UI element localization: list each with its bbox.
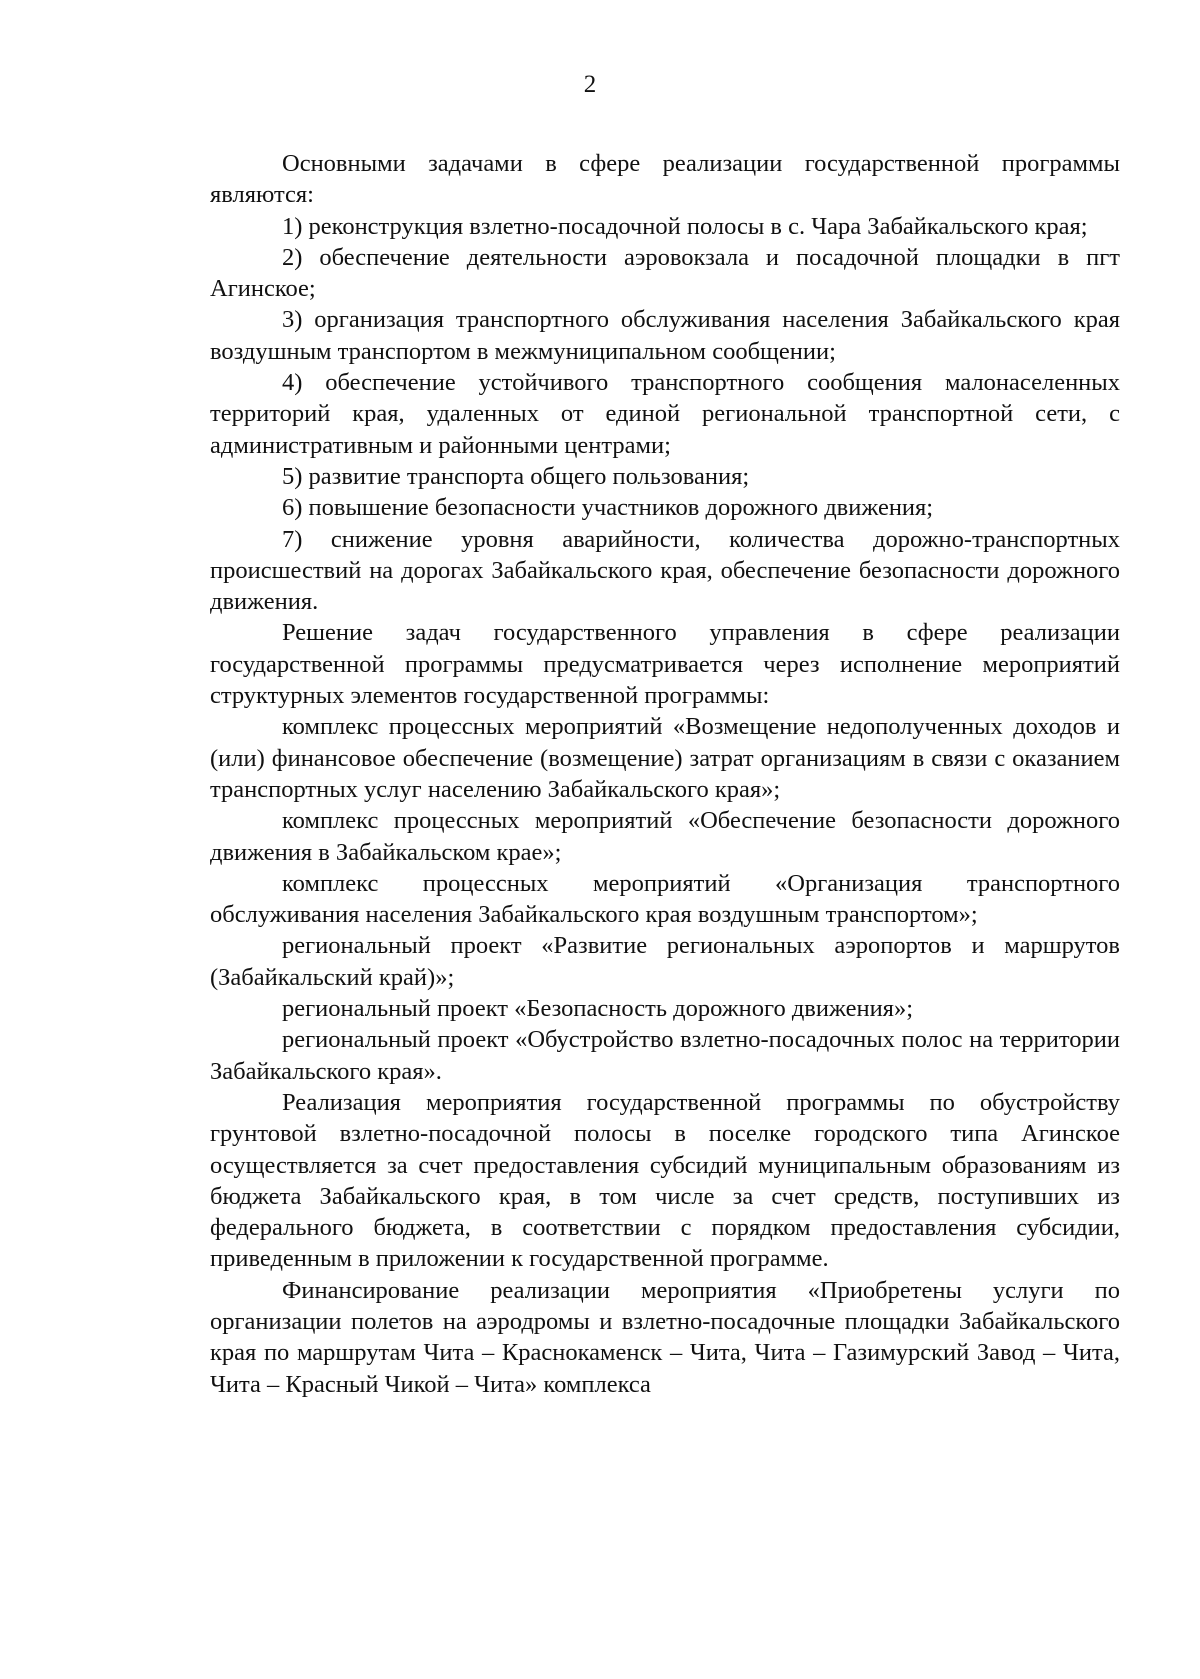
structural-element-6: региональный проект «Обустройство взлетно-посадочных полос на территории Забайкальского края». [210, 1026, 1120, 1085]
task-item-3: 3) организация транспортного обслуживания населения Забайкальского края воздушным транспортом в межмуниципальном сообщении; [210, 306, 1120, 365]
task-item-7: 7) снижение уровня аварийности, количества дорожно-транспортных происшествий на дорогах Забайкальского края, обеспечение безопасности дорожного движения. [210, 525, 1120, 616]
paragraph-intro: Основными задачами в сфере реализации государственной программы являются: [210, 150, 1120, 209]
structural-element-5: региональный проект «Безопасность дорожного движения»; [282, 995, 914, 1023]
document-body [210, 148, 1120, 1400]
structural-element-1: комплекс процессных мероприятий «Возмещение недополученных доходов и (или) финансовое обеспечение (возмещение) затрат организациям в связи с оказанием транспортных услуг населению Забайкальского края»; [210, 713, 1120, 803]
paragraph-financing: Финансирование реализации мероприятия «Приобретены услуги по организации полетов на аэродромы и взлетно-посадочные площадки Забайкальского края по маршрутам Чита – Краснокаменск – Чита, Чита – Газимурский Завод – Чита, Чита – Красный Чикой – Чита» комплекса [210, 1276, 1120, 1398]
task-item-2: 2) обеспечение деятельности аэровокзала и посадочной площадки в пгт Агинское; [210, 243, 1120, 303]
structural-element-3: комплекс процессных мероприятий «Организация транспортного обслуживания населения Забайкальского края воздушным транспортом»; [210, 869, 1120, 929]
structural-element-4: региональный проект «Развитие региональных аэропортов и маршрутов (Забайкальский край)»; [210, 932, 1120, 991]
task-item-6: 6) повышение безопасности участников дорожного движения; [282, 494, 934, 522]
paragraph-structural-elements: Решение задач государственного управления в сфере реализации государственной программы предусматривается через исполнение мероприятий структурных элементов государственной программы: [210, 619, 1120, 710]
task-item-1: 1) реконструкция взлетно-посадочной полосы в с. Чара Забайкальского края; [282, 212, 1088, 240]
task-item-4: 4) обеспечение устойчивого транспортного сообщения малонаселенных территорий края, удаленных от единой региональной транспортной сети, с административным и районными центрами; [210, 369, 1120, 459]
structural-element-2: комплекс процессных мероприятий «Обеспечение безопасности дорожного движения в Забайкальском крае»; [210, 807, 1120, 866]
task-item-5: 5) развитие транспорта общего пользования; [282, 462, 750, 490]
page-number: 2 [583, 71, 597, 98]
paragraph-implementation: Реализация мероприятия государственной программы по обустройству грунтовой взлетно-посадочной полосы в поселке городского типа Агинское осуществляется за счет предоставления субсидий муниципальным образованиям из бюджета Забайкальского края, в том числе за счет средств, поступивших из федерального бюджета, в соответствии с порядком предоставления субсидии, приведенным в приложении к государственной программе. [210, 1088, 1120, 1273]
